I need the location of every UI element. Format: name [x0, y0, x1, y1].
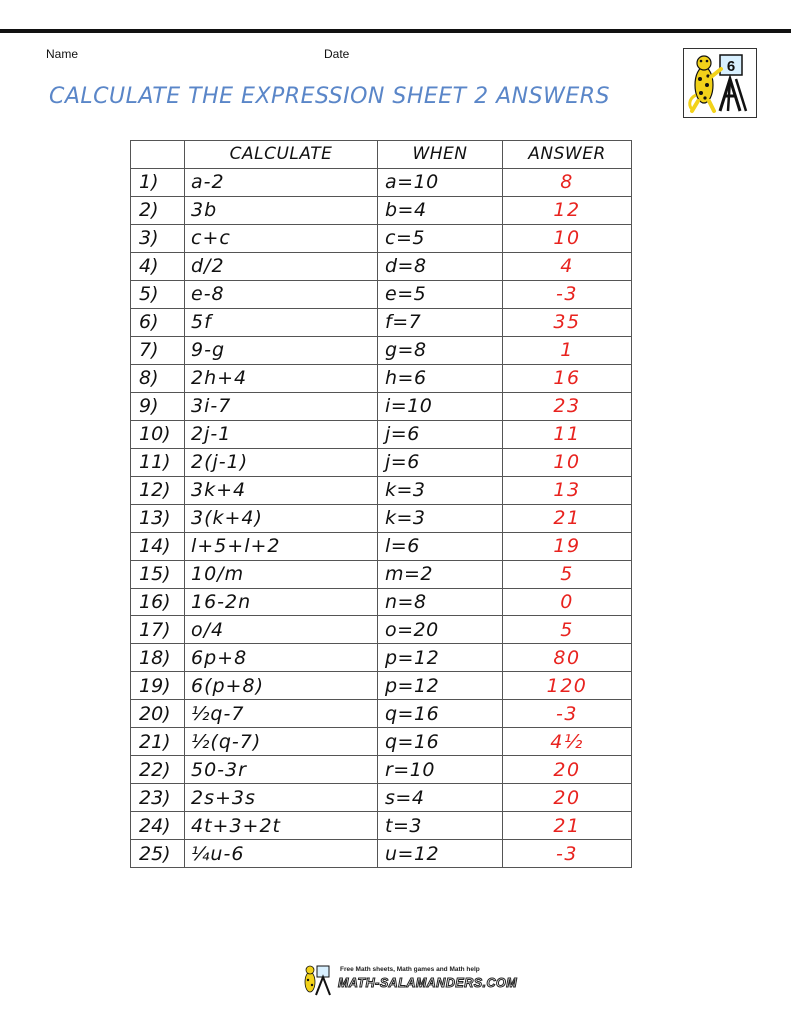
answer-cell: 1: [503, 336, 632, 364]
question-number: 13): [131, 504, 185, 532]
footer-site-link[interactable]: MATH-SALAMANDERS.COM: [338, 976, 518, 990]
table-row: [131, 504, 632, 532]
answer-cell: 35: [503, 308, 632, 336]
answer-cell: 21: [503, 812, 632, 840]
table-row: [131, 728, 632, 756]
when-cell: u=12: [378, 840, 503, 868]
name-label: Name: [46, 47, 79, 61]
answer-cell: 20: [503, 784, 632, 812]
expression-cell: 5f: [185, 308, 378, 336]
logo-grade-number: 6: [726, 58, 736, 75]
answer-cell: 0: [503, 588, 632, 616]
when-cell: f=7: [378, 308, 503, 336]
when-cell: k=3: [378, 476, 503, 504]
when-cell: p=12: [378, 672, 503, 700]
expression-cell: c+c: [185, 224, 378, 252]
table-row: [131, 560, 632, 588]
table-row: [131, 392, 632, 420]
expression-cell: 9-g: [185, 336, 378, 364]
expression-cell: 3(k+4): [185, 504, 378, 532]
when-cell: n=8: [378, 588, 503, 616]
expression-cell: 3k+4: [185, 476, 378, 504]
answer-cell: 23: [503, 392, 632, 420]
table-row: [131, 756, 632, 784]
footer-salamander-icon: [300, 964, 336, 996]
when-cell: p=12: [378, 644, 503, 672]
question-number: 7): [131, 336, 185, 364]
table-row: [131, 588, 632, 616]
table-row: [131, 364, 632, 392]
when-cell: j=6: [378, 420, 503, 448]
question-number: 23): [131, 784, 185, 812]
question-number: 1): [131, 168, 185, 196]
answer-cell: 4½: [503, 728, 632, 756]
when-cell: m=2: [378, 560, 503, 588]
answer-cell: 10: [503, 448, 632, 476]
when-cell: c=5: [378, 224, 503, 252]
expression-cell: 10/m: [185, 560, 378, 588]
table-row: [131, 196, 632, 224]
answer-cell: -3: [503, 840, 632, 868]
expression-cell: 2j-1: [185, 420, 378, 448]
question-number: 24): [131, 812, 185, 840]
question-number: 14): [131, 532, 185, 560]
answer-cell: -3: [503, 280, 632, 308]
expression-cell: d/2: [185, 252, 378, 280]
answer-cell: 5: [503, 560, 632, 588]
question-number: 6): [131, 308, 185, 336]
col-header-when: WHEN: [378, 141, 503, 169]
expression-cell: e-8: [185, 280, 378, 308]
question-number: 9): [131, 392, 185, 420]
expression-cell: o/4: [185, 616, 378, 644]
table-row: [131, 420, 632, 448]
expression-cell: 6p+8: [185, 644, 378, 672]
table-row: [131, 476, 632, 504]
question-number: 10): [131, 420, 185, 448]
answer-cell: 4: [503, 252, 632, 280]
table-row: [131, 644, 632, 672]
table-row: [131, 616, 632, 644]
col-header-answer: ANSWER: [503, 141, 632, 169]
salamander-logo-icon: [684, 49, 755, 116]
question-number: 17): [131, 616, 185, 644]
expression-cell: 16-2n: [185, 588, 378, 616]
answer-cell: 20: [503, 756, 632, 784]
expression-cell: 2h+4: [185, 364, 378, 392]
expression-cell: 2s+3s: [185, 784, 378, 812]
question-number: 16): [131, 588, 185, 616]
answer-cell: 8: [503, 168, 632, 196]
question-number: 15): [131, 560, 185, 588]
footer-logo[interactable]: [300, 964, 518, 996]
when-cell: l=6: [378, 532, 503, 560]
expression-cell: ½(q-7): [185, 728, 378, 756]
table-row: [131, 168, 632, 196]
when-cell: o=20: [378, 616, 503, 644]
expression-cell: ½q-7: [185, 700, 378, 728]
expression-cell: 50-3r: [185, 756, 378, 784]
when-cell: r=10: [378, 756, 503, 784]
when-cell: i=10: [378, 392, 503, 420]
date-label: Date: [324, 47, 350, 61]
when-cell: k=3: [378, 504, 503, 532]
question-number: 20): [131, 700, 185, 728]
table-row: [131, 812, 632, 840]
when-cell: a=10: [378, 168, 503, 196]
footer-tagline: Free Math sheets, Math games and Math help: [340, 966, 480, 973]
table-row: [131, 700, 632, 728]
question-number: 22): [131, 756, 185, 784]
expression-cell: 3i-7: [185, 392, 378, 420]
table-row: [131, 336, 632, 364]
table-row: [131, 532, 632, 560]
answer-cell: 21: [503, 504, 632, 532]
table-row: [131, 308, 632, 336]
question-number: 8): [131, 364, 185, 392]
table-row: [131, 448, 632, 476]
question-number: 18): [131, 644, 185, 672]
answer-cell: 5: [503, 616, 632, 644]
when-cell: q=16: [378, 700, 503, 728]
expression-cell: a-2: [185, 168, 378, 196]
answer-cell: 13: [503, 476, 632, 504]
when-cell: e=5: [378, 280, 503, 308]
expression-cell: 2(j-1): [185, 448, 378, 476]
question-number: 11): [131, 448, 185, 476]
table-body: [131, 168, 632, 867]
expression-cell: ¼u-6: [185, 840, 378, 868]
answers-table: [130, 140, 632, 868]
answer-cell: 16: [503, 364, 632, 392]
answer-cell: 120: [503, 672, 632, 700]
when-cell: g=8: [378, 336, 503, 364]
expression-cell: l+5+l+2: [185, 532, 378, 560]
when-cell: s=4: [378, 784, 503, 812]
sheet-title: CALCULATE THE EXPRESSION SHEET 2 ANSWERS: [49, 84, 610, 109]
table-row: [131, 784, 632, 812]
when-cell: t=3: [378, 812, 503, 840]
top-rule: [0, 29, 791, 33]
when-cell: d=8: [378, 252, 503, 280]
question-number: 5): [131, 280, 185, 308]
answer-cell: 80: [503, 644, 632, 672]
question-number: 19): [131, 672, 185, 700]
answer-cell: 19: [503, 532, 632, 560]
expression-cell: 4t+3+2t: [185, 812, 378, 840]
table-header-row: [131, 141, 632, 169]
expression-cell: 6(p+8): [185, 672, 378, 700]
answer-cell: 10: [503, 224, 632, 252]
answer-cell: 12: [503, 196, 632, 224]
question-number: 25): [131, 840, 185, 868]
table-row: [131, 840, 632, 868]
salamander-head: [697, 56, 711, 70]
when-cell: b=4: [378, 196, 503, 224]
question-number: 12): [131, 476, 185, 504]
when-cell: h=6: [378, 364, 503, 392]
col-header-number: [131, 141, 185, 169]
when-cell: q=16: [378, 728, 503, 756]
table-row: [131, 280, 632, 308]
table-row: [131, 224, 632, 252]
salamander-grade-logo: [683, 48, 757, 118]
table-row: [131, 672, 632, 700]
when-cell: j=6: [378, 448, 503, 476]
question-number: 4): [131, 252, 185, 280]
answer-cell: 11: [503, 420, 632, 448]
question-number: 21): [131, 728, 185, 756]
col-header-calculate: CALCULATE: [185, 141, 378, 169]
expression-cell: 3b: [185, 196, 378, 224]
question-number: 2): [131, 196, 185, 224]
table-row: [131, 252, 632, 280]
answer-cell: -3: [503, 700, 632, 728]
question-number: 3): [131, 224, 185, 252]
